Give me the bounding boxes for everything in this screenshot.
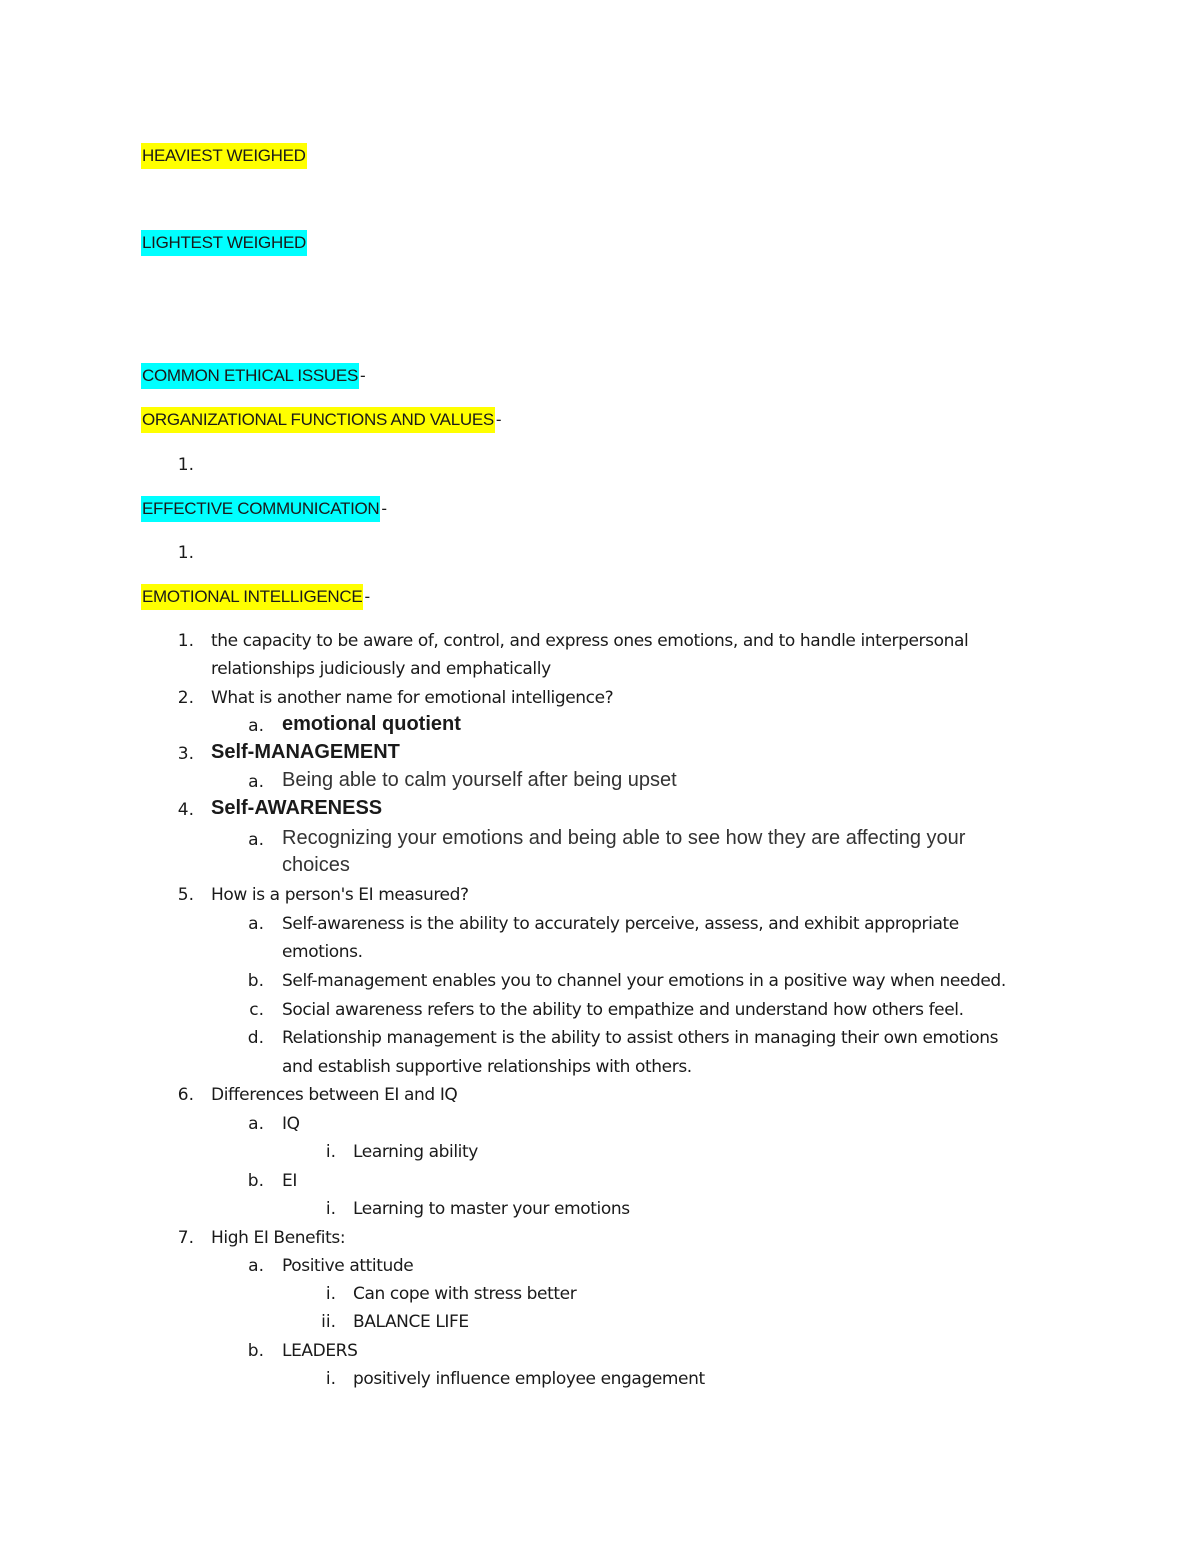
list-marker: a. — [248, 1256, 264, 1276]
heading-comm-text: EFFECTIVE COMMUNICATION — [141, 496, 380, 522]
list-marker: a. — [248, 830, 264, 850]
ei-item-7-a-i: Can cope with stress better — [353, 1284, 577, 1304]
list-marker: c. — [249, 1000, 264, 1020]
heading-lightest-weighed — [141, 232, 307, 254]
list-marker: 1. — [177, 631, 194, 651]
ei-item-5-a-line-2: emotions. — [282, 942, 363, 962]
list-marker: 6. — [177, 1085, 194, 1105]
ei-item-4-a-line-1: Recognizing your emotions and being able to see how they are affecting your — [282, 827, 966, 849]
list-marker: ii. — [321, 1312, 336, 1332]
ei-item-7-a: Positive attitude — [282, 1256, 414, 1276]
list-marker: a. — [248, 914, 264, 934]
ei-item-7-b: LEADERS — [282, 1341, 358, 1361]
list-marker: i. — [325, 1369, 336, 1389]
list-marker: 1. — [177, 543, 194, 563]
ei-item-6-b-i: Learning to master your emotions — [353, 1199, 630, 1219]
heading-dash: - — [360, 366, 366, 385]
ei-item-6: Differences between EI and IQ — [211, 1085, 458, 1105]
ei-item-1-line-1: the capacity to be aware of, control, and express ones emotions, and to handle interpersonal — [211, 631, 969, 651]
heading-emotional-intelligence — [141, 586, 370, 608]
list-marker: d. — [247, 1028, 264, 1048]
list-marker: i. — [325, 1199, 336, 1219]
list-marker: a. — [248, 772, 264, 792]
list-marker: 4. — [177, 800, 194, 820]
ei-item-5-c: Social awareness refers to the ability to empathize and understand how others feel. — [282, 1000, 964, 1020]
heading-lightest-text: LIGHTEST WEIGHED — [141, 230, 307, 256]
ei-item-2-a: emotional quotient — [282, 713, 461, 735]
ei-item-5-b: Self-management enables you to channel your emotions in a positive way when needed. — [282, 971, 1006, 991]
ei-item-6-b: EI — [282, 1171, 297, 1191]
ei-item-4: Self-AWARENESS — [211, 797, 383, 819]
heading-dash: - — [381, 499, 387, 518]
list-marker: 2. — [177, 688, 194, 708]
ei-item-7-a-ii: BALANCE LIFE — [353, 1312, 469, 1332]
list-marker: a. — [248, 1114, 264, 1134]
ei-item-5-d-line-2: and establish supportive relationships with others. — [282, 1057, 692, 1077]
heading-heaviest-text: HEAVIEST WEIGHED — [141, 143, 307, 169]
ei-item-3-a: Being able to calm yourself after being upset — [282, 769, 677, 791]
heading-ei-text: EMOTIONAL INTELLIGENCE — [141, 584, 363, 610]
heading-effective-communication — [141, 498, 387, 520]
list-marker: b. — [247, 1341, 264, 1361]
ei-item-6-a: IQ — [282, 1114, 300, 1134]
heading-org-text: ORGANIZATIONAL FUNCTIONS AND VALUES — [141, 407, 495, 433]
ei-item-7: High EI Benefits: — [211, 1228, 346, 1248]
ei-item-4-a-line-2: choices — [282, 854, 350, 876]
ei-item-6-a-i: Learning ability — [353, 1142, 478, 1162]
heading-common-ethical-issues — [141, 365, 365, 387]
list-marker: i. — [325, 1142, 336, 1162]
heading-dash: - — [364, 587, 370, 606]
heading-ethical-text: COMMON ETHICAL ISSUES — [141, 363, 359, 389]
ei-item-5: How is a person's EI measured? — [211, 885, 469, 905]
ei-item-5-d-line-1: Relationship management is the ability to assist others in managing their own emotions — [282, 1028, 999, 1048]
list-marker: 1. — [177, 455, 194, 475]
heading-organizational-functions — [141, 409, 501, 431]
list-marker: i. — [325, 1284, 336, 1304]
list-marker: a. — [248, 716, 264, 736]
list-marker: 7. — [177, 1228, 194, 1248]
heading-heaviest-weighed — [141, 145, 307, 167]
ei-item-5-a-line-1: Self-awareness is the ability to accurately perceive, assess, and exhibit appropriate — [282, 914, 959, 934]
heading-dash: - — [495, 410, 502, 429]
list-marker: 3. — [177, 744, 194, 764]
ei-item-7-b-i: positively influence employee engagement — [353, 1369, 705, 1389]
ei-item-2: What is another name for emotional intelligence? — [211, 688, 614, 708]
ei-item-3: Self-MANAGEMENT — [211, 741, 400, 763]
list-marker: 5. — [177, 885, 194, 905]
list-marker: b. — [247, 971, 264, 991]
ei-item-1-line-2: relationships judiciously and emphatically — [211, 659, 551, 679]
list-marker: b. — [247, 1171, 264, 1191]
